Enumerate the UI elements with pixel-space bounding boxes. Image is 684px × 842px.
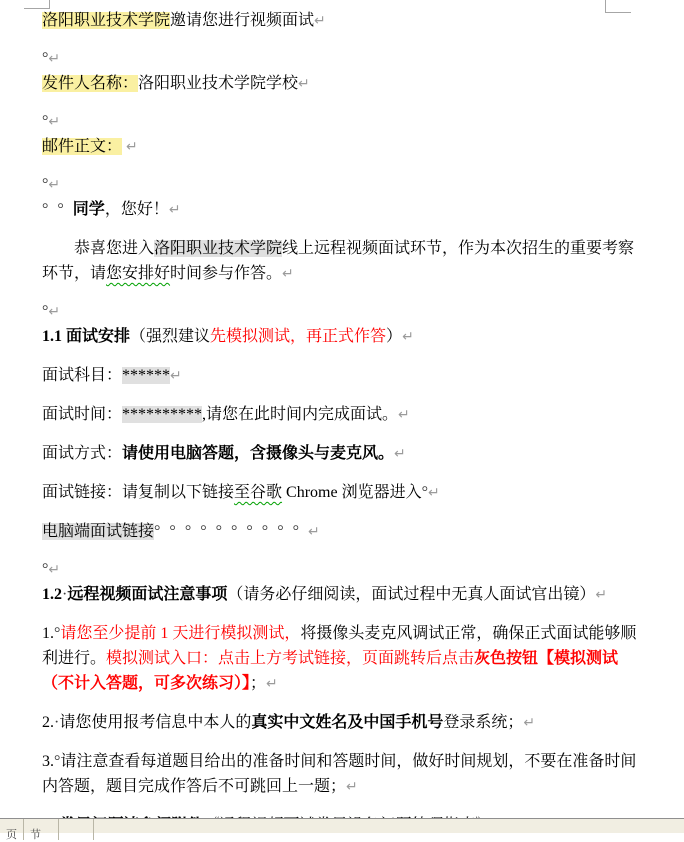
paragraph-mark-icon: ↵ [298, 76, 310, 92]
space-format-mark: ° [54, 753, 61, 770]
text-run: 线上远程视频面试环节，作为本次招生的重要考察环节，请 [42, 240, 635, 282]
status-bar-items [0, 819, 684, 841]
text-run: （强烈建议 [130, 328, 211, 345]
paragraph-mark-icon: ↵ [595, 587, 608, 603]
text-run: 同学 [72, 201, 105, 218]
text-run: 时间参与作答。 [170, 265, 283, 282]
space-format-mark: ° [42, 303, 49, 320]
paragraph-mark-icon: ↵ [48, 177, 61, 193]
empty-line-1 [42, 47, 648, 71]
text-run: 邀请您进行视频面试 [170, 12, 315, 29]
text-run: 邮件正文： [42, 138, 123, 155]
status-page-label: 页 [0, 819, 24, 840]
paragraph-mark-icon: ↵ [48, 304, 61, 320]
heading-1-1 [42, 324, 648, 350]
heading-1-2 [42, 582, 648, 608]
text-run: 1.1 面试安排 [42, 328, 131, 345]
text-run: 2. [42, 714, 54, 731]
text-run: 将摄像头麦克风调试正常，确保正式面试能够顺利进行。 [42, 625, 637, 667]
text-run: ****** [122, 367, 171, 384]
text-run: ，您好！ [104, 201, 169, 218]
interview-method-line [42, 441, 648, 467]
text-run: 至谷歌 [234, 484, 283, 501]
space-format-mark: ° [54, 625, 61, 642]
text-run: 1. [42, 625, 54, 642]
paragraph-mark-icon: ↵ [48, 562, 61, 578]
text-run: 请使用电脑答题，含摄像头与麦克风。 [122, 445, 395, 462]
text-run: 面试方式： [42, 445, 123, 462]
text-run: ,请您在此时间内完成面试。 [202, 406, 399, 423]
empty-line-4 [42, 300, 648, 324]
empty-line-5 [42, 558, 648, 582]
text-run: 洛阳职业技术学院学校 [138, 75, 299, 92]
space-format-mark: · [62, 586, 68, 603]
space-format-mark: ° [42, 113, 49, 130]
paragraph-mark-icon: ↵ [398, 407, 410, 423]
paragraph-mark-icon: ↵ [126, 139, 138, 155]
paragraph-mark-icon: ↵ [48, 51, 61, 67]
paragraph-mark-icon: ↵ [428, 485, 440, 501]
notice-item-3 [42, 749, 648, 800]
paragraph-mark-icon: ↵ [168, 202, 181, 218]
paragraph-mark-icon: ↵ [48, 114, 61, 130]
text-run: 1.2 [42, 586, 62, 603]
mail-body-label [42, 134, 648, 160]
text-run: 登录系统； [443, 714, 524, 731]
sender-line [42, 71, 648, 97]
notice-item-1 [42, 621, 648, 697]
space-format-mark: ° [42, 50, 49, 67]
paragraph-mark-icon: ↵ [402, 329, 414, 345]
text-run: 请您使用报考信息中本人的 [59, 714, 252, 731]
space-format-mark: ° [42, 176, 49, 193]
text-run: 洛阳职业技术学院 [154, 240, 283, 257]
text-run: 请您至少提前 1 天进行模拟测试， [60, 625, 301, 642]
paragraph-mark-icon: ↵ [170, 368, 182, 384]
text-run: 您安排好 [106, 265, 171, 282]
paragraph-mark-icon: ↵ [346, 779, 358, 795]
paragraph-mark-icon: ↵ [282, 266, 294, 282]
paragraph-mark-icon: ↵ [314, 13, 326, 29]
text-run: ） [386, 328, 403, 345]
interview-time-line [42, 402, 648, 428]
notice-item-2 [42, 710, 648, 736]
text-run: 灰色按钮【模拟测试（不计入答题，可多次练习）】 [42, 650, 619, 692]
text-run: 先模拟测试，再正式作答 [210, 328, 387, 345]
text-run: 发件人名称： [42, 75, 139, 92]
status-section-label: 节 [24, 819, 59, 840]
text-run: 面试科目： [42, 367, 123, 384]
text-run: ********** [122, 406, 203, 423]
greeting-line [42, 197, 648, 223]
text-run: （请务必仔细阅读，面试过程中无真人面试官出镜） [227, 586, 596, 603]
pc-link-line [42, 519, 648, 545]
text-run: 请注意查看每道题目给出的准备时间和答题时间，做好时间规划，不要在准备时间内答题，题目完成作答后不可跳回上一题； [42, 753, 637, 795]
paragraph-mark-icon: ↵ [308, 524, 320, 540]
text-run: 洛阳职业技术学院 [42, 12, 171, 29]
empty-line-2 [42, 110, 648, 134]
congrats-paragraph [42, 236, 648, 287]
title-line [42, 8, 648, 34]
space-format-mark: · [54, 714, 60, 731]
paragraph-mark-icon: ↵ [394, 446, 406, 462]
text-run: ； [250, 675, 267, 692]
interview-subject-line [42, 363, 648, 389]
interview-link-line [42, 480, 648, 506]
text-run: 模拟测试入口：点击上方考试链接，页面跳转后点击 [106, 650, 475, 667]
text-run: 真实中文姓名及中国手机号 [251, 714, 444, 731]
text-run: 面试链接：请复制以下链接 [42, 484, 235, 501]
text-run: Chrome 浏览器进入 [282, 484, 422, 501]
status-empty-cell [59, 819, 94, 840]
text-run: 面试时间： [42, 406, 123, 423]
status-bar [0, 818, 684, 841]
paragraph-mark-icon: ↵ [266, 676, 278, 692]
text-run: 3. [42, 753, 54, 770]
space-format-mark: °° [42, 201, 73, 218]
text-run: 远程视频面试注意事项 [67, 586, 228, 603]
text-run: 恭喜您进入 [74, 240, 155, 257]
space-format-mark: ° [421, 484, 428, 501]
space-format-mark: ° [42, 561, 49, 578]
paragraph-mark-icon: ↵ [523, 715, 536, 731]
text-run: 电脑端面试链接 [42, 523, 155, 540]
space-format-mark: °°°°°°°°°° [154, 523, 308, 540]
empty-line-3 [42, 173, 648, 197]
